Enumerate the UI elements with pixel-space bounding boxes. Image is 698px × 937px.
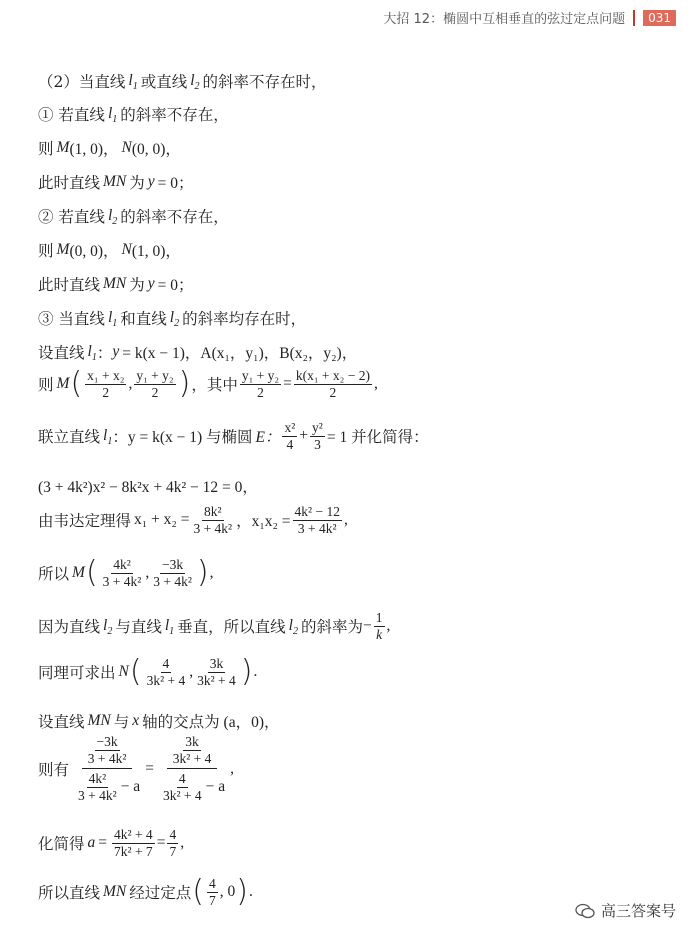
line-mn-1: 此时直线 MN 为 y = 0； xyxy=(38,173,194,192)
line-quadratic: (3 + 4k²)x² − 8k²x + 4k² − 12 = 0， xyxy=(38,479,258,496)
line-mn-points-1: 则 M (1, 0)， N (0, 0)， xyxy=(38,139,181,158)
line-m-coords: 所以 M ( $\frac{\text{4k²}}{\text{3 + 4k²}}$ , $\frac{-3k}{\text{3 + 4k²}}$ ) , xyxy=(38,555,214,591)
line-set-line: 设直线 $l_1$ ： y = k(x − 1)， A(x₁，y₁)， B(x₂，y₂)， xyxy=(38,343,358,364)
page-header xyxy=(383,8,676,27)
line-case2: （2）当直线 $l_1$ 或直线 $l_2$ 的斜率不存在时， xyxy=(38,72,327,93)
watermark xyxy=(575,900,676,921)
line-conclusion: 所以直线 MN 经过定点 ( $\frac{4}{7}$ , 0 ) . xyxy=(38,874,253,910)
line-sub1: ① 若直线 $l_1$ 的斜率不存在， xyxy=(38,105,229,126)
line-ellipse: 联立直线 $l_1$ ：y = k(x − 1) 与椭圆 E： $\frac{\text{x²}}{4}$ + $\frac{\text{y²}}{3}$ = 1 并化简得： xyxy=(38,420,429,452)
line-vieta: 由韦达定理得 x₁ + x₂ = $\frac{\text{8k²}}{\text{3 + 4k²}}$ ，x₁x₂ = $\frac{\text{4k² − 12}}{\text{3 + 4k²}}$ , xyxy=(38,504,348,536)
line-sub3: ③ 当直线 $l_1$ 和直线 $l_2$ 的斜率均存在时， xyxy=(38,309,307,330)
line-mn-points-2: 则 M (0, 0)， N (1, 0)， xyxy=(38,241,181,260)
wechat-icon xyxy=(575,903,595,919)
line-simplify: 化简得 a = $\frac{\text{4k² + 4}}{\text{7k² + 7}}$ = $\frac{4}{7}$ , xyxy=(38,827,185,859)
line-mn-2: 此时直线 MN 为 y = 0； xyxy=(38,275,194,294)
watermark-text: 高三答案号 xyxy=(600,902,676,920)
line-perpendicular: 因为直线 $l_2$ 与直线 $l_1$ 垂直，所以直线 $l_2$ 的斜率为 − $\frac{1}{k}$ , xyxy=(38,610,391,642)
right-complex-fraction: $\frac{3k}{\text{3k² + 4}}$ $\frac{4}{\text{3k² + 4}}$ − a xyxy=(162,734,226,803)
line-intersection: 设直线 MN 与 x 轴的交点为 (a，0)， xyxy=(38,712,280,731)
header-divider xyxy=(633,10,635,26)
left-complex-fraction: $\frac{-3k}{\text{3 + 4k²}}$ $\frac{\text{4k²}}{\text{3 + 4k²}}$ − a xyxy=(78,734,141,803)
page-number: 031 xyxy=(643,10,676,26)
line-n-coords: 同理可求出 N ( $\frac{4}{\text{3k² + 4}}$ , $\frac{3k}{\text{3k² + 4}}$ ) . xyxy=(38,654,258,690)
line-midpoint-m: 则 M ( $\frac{\text{x₁ + x₂}}{2}$ , $\frac{\text{y₁ + y₂}}{2}$ ) ，其中 $\frac{\text{y₁ + y₂}}{2}$ = $\frac{\text{k(x₁ + x₂ − 2)}}{2}$ , xyxy=(38,366,378,402)
line-slope-equal: 则有 $\frac{-3k}{\text{3 + 4k²}}$ $\frac{\text{4k²}}{\text{3 + 4k²}}$ − a = $\frac{3k}{\text{3k² + 4}}$ $\frac{4}{\text{3k² + 4}}$ − a , xyxy=(38,734,234,803)
line-sub2: ② 若直线 $l_2$ 的斜率不存在， xyxy=(38,207,229,228)
chapter-title: 大招 12：椭圆中互相垂直的弦过定点问题 xyxy=(383,12,626,27)
